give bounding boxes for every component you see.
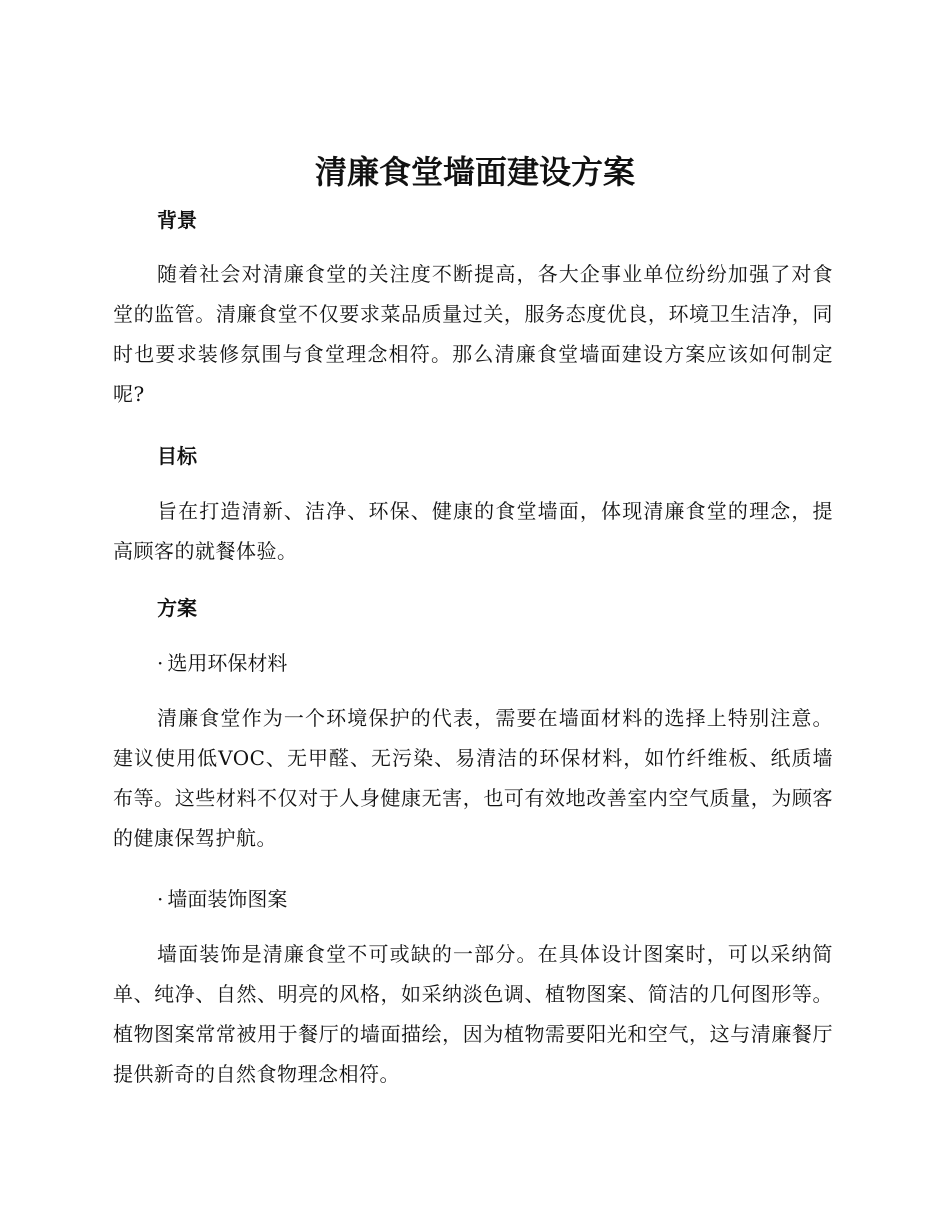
section-heading-background: 背景 — [157, 208, 197, 232]
section-heading-goal: 目标 — [157, 444, 197, 468]
paragraph-background: 随着社会对清廉食堂的关注度不断提高，各大企事业单位纷纷加强了对食堂的监管。清廉食堂不仅要求菜品质量过关，服务态度优良，环境卫生洁净，同时也要求装修氛围与食堂理念相符。那么清廉食堂墙面建设方案应该如何制定呢? — [113, 262, 833, 406]
plan-item-label: 选用环保材料 — [167, 651, 288, 675]
plan-item-eco-materials — [157, 648, 287, 678]
plan-item-label: 墙面装饰图案 — [167, 887, 288, 911]
bullet-dot: · — [157, 887, 164, 911]
paragraph-wall-patterns: 墙面装饰是清廉食堂不可或缺的一部分。在具体设计图案时，可以采纳简单、纯净、自然、明亮的风格，如采纳淡色调、植物图案、简洁的几何图形等。植物图案常常被用于餐厅的墙面描绘，因为植物需要阳光和空气，这与清廉餐厅提供新奇的自然食物理念相符。 — [113, 942, 833, 1086]
plan-item-wall-patterns — [157, 884, 287, 914]
paragraph-goal: 旨在打造清新、洁净、环保、健康的食堂墙面，体现清廉食堂的理念，提高顾客的就餐体验。 — [113, 499, 833, 563]
document-title: 清廉食堂墙面建设方案 — [314, 153, 635, 191]
section-heading-plan: 方案 — [157, 596, 197, 620]
paragraph-eco-materials: 清廉食堂作为一个环境保护的代表，需要在墙面材料的选择上特别注意。建议使用低VOC、无甲醛、无污染、易清洁的环保材料，如竹纤维板、纸质墙布等。这些材料不仅对于人身健康无害，也可有效地改善室内空气质量，为顾客的健康保驾护航。 — [113, 706, 833, 850]
bullet-dot: · — [157, 651, 164, 675]
